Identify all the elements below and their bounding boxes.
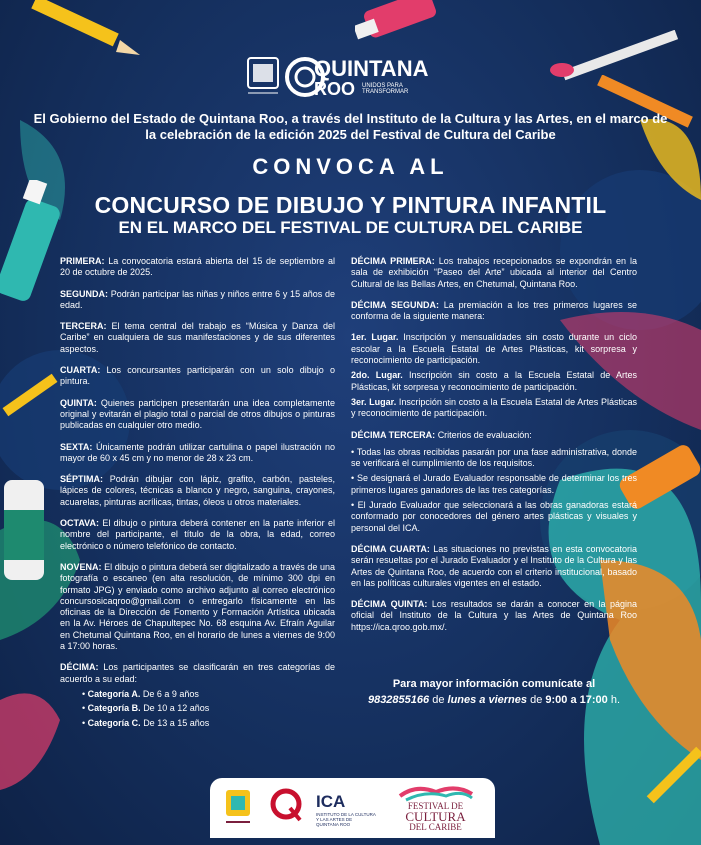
government-shield-icon [246, 56, 280, 98]
rules-right-column [351, 256, 637, 643]
rule-text: El tema central del trabajo es “Música y Danza del Caribe” en cualquiera de sus manifestaciones y de sus diferentes aspectos. [60, 321, 335, 354]
rule-decima-segunda [351, 300, 637, 323]
rule-label: SÉPTIMA: [60, 474, 104, 485]
contact-phone: 9832855166 [367, 694, 430, 706]
category-text: De 10 a 12 años [143, 703, 210, 714]
rule-decima-primera [351, 256, 637, 290]
rule-label: TERCERA: [60, 321, 107, 332]
category-text: De 13 a 15 años [143, 717, 210, 728]
rule-text: Criterios de evaluación: [437, 429, 532, 440]
prize-label: 1er. Lugar. [351, 332, 399, 343]
rule-text: Los concursantes participarán con un solo dibujo o pintura. [60, 365, 335, 387]
festival-logo-icon [396, 782, 476, 802]
prize-label: 2do. Lugar. [351, 370, 403, 381]
rule-text: Quienes participen presentarán una idea completamente original y evitarán el plagio total o parcial de otros dibujos o pinturas publicadas en cualquier otro medio. [60, 397, 335, 431]
category-item [82, 718, 335, 729]
rule-label: SEXTA: [60, 441, 93, 452]
category-item [82, 703, 335, 714]
rule-text: El dibujo o pintura deberá ser digitalizado a través de una fotografía o escaneo (en alta resolución, de mínimo 300 dpi en formato JPG) y enviado como archivo adjunto al correo electrónico concursosicaqroo@gmail.com o entregarlo físicamente en las oficinas de la Dirección de Fomento y Formación Artística ubicada en la Av. Héroes de Chapultepec No. 68 esquina Av. Efraín Aguilar en Chetumal Quintana Roo, en el horario de lunes a viernes de 9:00 a 17:00 horas. [60, 561, 335, 652]
rule-label: QUINTA: [60, 397, 97, 408]
ica-logo-text: ICA [316, 792, 346, 811]
contest-title: CONCURSO DE DIBUJO Y PINTURA INFANTIL [94, 192, 607, 218]
prize-text: Inscripción sin costo a la Escuela Estatal de Artes Plásticas, kit sorpresa y reconocimiento de participación. [351, 370, 637, 392]
rule-text: Podrán dibujar con lápiz, grafito, carbón, pasteles, lápices de colores, técnicas a blanco y negro, sanguina, crayones, acuarelas, pinturas acrílicas, tintas, óleos u otros materiales. [60, 474, 335, 507]
ica-full-name: INSTITUTO DE LA CULTURA Y LAS ARTES DE QUINTANA ROO [316, 812, 376, 827]
category-list [60, 689, 335, 729]
rule-text: Los resultados se darán a conocer en la página oficial del Instituto de la Cultura y las Artes de Quintana Roo https://ica.qroo.gob.mx/. [351, 599, 637, 632]
rule-decima-quinta [351, 599, 637, 633]
rule-sexta [60, 442, 335, 465]
rule-novena [60, 562, 335, 652]
contact-info [351, 676, 637, 708]
rule-segunda [60, 289, 335, 312]
convoca-heading: CONVOCA AL [252, 154, 449, 179]
contact-word: de [530, 694, 543, 706]
rule-text: La convocatoria estará abierta del 15 de septiembre al 20 de octubre de 2025. [60, 256, 335, 278]
footer-logos [210, 778, 495, 838]
festival-name [388, 802, 483, 832]
festival-line: DEL CARIBE [409, 822, 462, 832]
intro-text: El Gobierno del Estado de Quintana Roo, a través del Instituto de la Cultura y las Artes, en el marco de la celebración de la edición 2025 del Festival de Cultura del Caribe [33, 111, 668, 142]
brand-name-2: ROO [314, 79, 356, 99]
rule-label: OCTAVA: [60, 518, 99, 529]
quintana-roo-logo [284, 52, 444, 102]
rule-label: DÉCIMA CUARTA: [351, 543, 430, 554]
pencil-icon [30, 0, 150, 60]
brand-name-1: QUINTANA [314, 56, 429, 81]
prize-text: Inscripción sin costo a la Escuela Estatal de Artes Plásticas y reconocimiento de participación. [351, 396, 637, 419]
rule-label: DÉCIMA: [60, 662, 99, 673]
prize-label: 3er. Lugar. [351, 396, 397, 407]
rule-cuarta [60, 365, 335, 388]
contact-suffix: h. [610, 694, 621, 706]
rule-label: DÉCIMA TERCERA: [351, 429, 436, 440]
prize-first [351, 332, 637, 366]
rule-label: DÉCIMA QUINTA: [351, 599, 428, 610]
category-label: Categoría B. [87, 703, 141, 714]
rules-left-column [60, 256, 335, 732]
category-label: Categoría C. [87, 717, 141, 728]
brush-icon [630, 740, 701, 820]
rule-text: Únicamente podrán utilizar cartulina o papel ilustración no mayor de 60 x 45 cm y no menor de 28 x 23 cm. [60, 441, 335, 463]
contact-line-1: Para mayor información comunícate al [392, 678, 596, 690]
rule-label: DÉCIMA PRIMERA: [351, 256, 435, 266]
category-text: De 6 a 9 años [142, 688, 199, 699]
criteria-item: • Todas las obras recibidas pasarán por una fase administrativa, donde se verificará el cumplimiento de los requisitos. [351, 446, 637, 469]
rule-decima-tercera [351, 430, 637, 441]
government-shield-icon [224, 788, 252, 828]
contest-subtitle: EN EL MARCO DEL FESTIVAL DE CULTURA DEL CARIBE [118, 218, 583, 237]
category-label: Categoría A. [87, 688, 141, 699]
rule-octava [60, 518, 335, 552]
rule-label: SEGUNDA: [60, 288, 109, 299]
rule-label: DÉCIMA SEGUNDA: [351, 299, 439, 310]
criteria-list [351, 447, 637, 534]
rule-tercera [60, 321, 335, 355]
rule-quinta [60, 398, 335, 432]
prize-text: Inscripción y mensualidades sin costo durante un ciclo escolar a la Escuela Estatal de Artes Plásticas, kit sorpresa y reconocimiento de participación. [351, 332, 637, 366]
festival-line: FESTIVAL DE [407, 801, 464, 811]
brand-slogan: UNIDOS PARA TRANSFORMAR [362, 83, 409, 95]
paint-tube-icon [355, 0, 445, 50]
contact-word: de [432, 694, 445, 706]
prize-second [351, 370, 637, 393]
rule-decima [60, 662, 335, 685]
rule-primera [60, 256, 335, 279]
prize-third [351, 397, 637, 420]
rule-text: Los trabajos recepcionados se expondrán en la sala de exhibición “Paseo del Arte” ubicada al interior del Centro Cultural de las Bellas Artes, en Chetumal, Quintana Roo. [351, 256, 637, 289]
rule-text: Los participantes se clasificarán en tres categorías de acuerdo a su edad: [60, 662, 335, 684]
rule-text: La premiación a los tres primeros lugares se conforma de la siguiente manera: [351, 299, 638, 322]
quintana-roo-q-icon [268, 788, 308, 828]
paint-tube-icon [0, 470, 60, 590]
contact-days: lunes a viernes [447, 694, 528, 706]
rule-label: CUARTA: [60, 365, 101, 376]
criteria-item: • Se designará el Jurado Evaluador responsable de determinar los tres primeros lugares ganadores de las tres categorías. [351, 473, 637, 495]
rule-label: NOVENA: [60, 561, 102, 572]
pencil-icon [0, 360, 60, 440]
rule-text: El dibujo o pintura deberá contener en la parte inferior el nombre del participante, el título de la obra, la edad, correo electrónico o número telefónico de contacto. [60, 518, 335, 551]
rule-label: PRIMERA: [60, 256, 105, 266]
festival-line: CULTURA [405, 809, 466, 824]
rule-text: Las situaciones no previstas en esta convocatoria serán resueltas por el Jurado Evaluador y el Instituto de la Cultura y las Artes de Quintana Roo, de acuerdo con el criterio institucional, basado en las políticas culturales vigentes en el estado. [351, 543, 637, 588]
rule-septima [60, 474, 335, 508]
category-item [82, 689, 335, 700]
rule-text: Podrán participar las niñas y niños entre 6 y 15 años de edad. [60, 288, 335, 310]
rule-decima-cuarta [351, 544, 637, 589]
criteria-item: • El Jurado Evaluador que seleccionará a las obras ganadoras estará conformado por conocedores del género artes plásticas y visuales y personal del ICA. [351, 500, 637, 533]
contact-line-2 [351, 692, 637, 708]
contact-hours: 9:00 a 17:00 [545, 694, 608, 706]
